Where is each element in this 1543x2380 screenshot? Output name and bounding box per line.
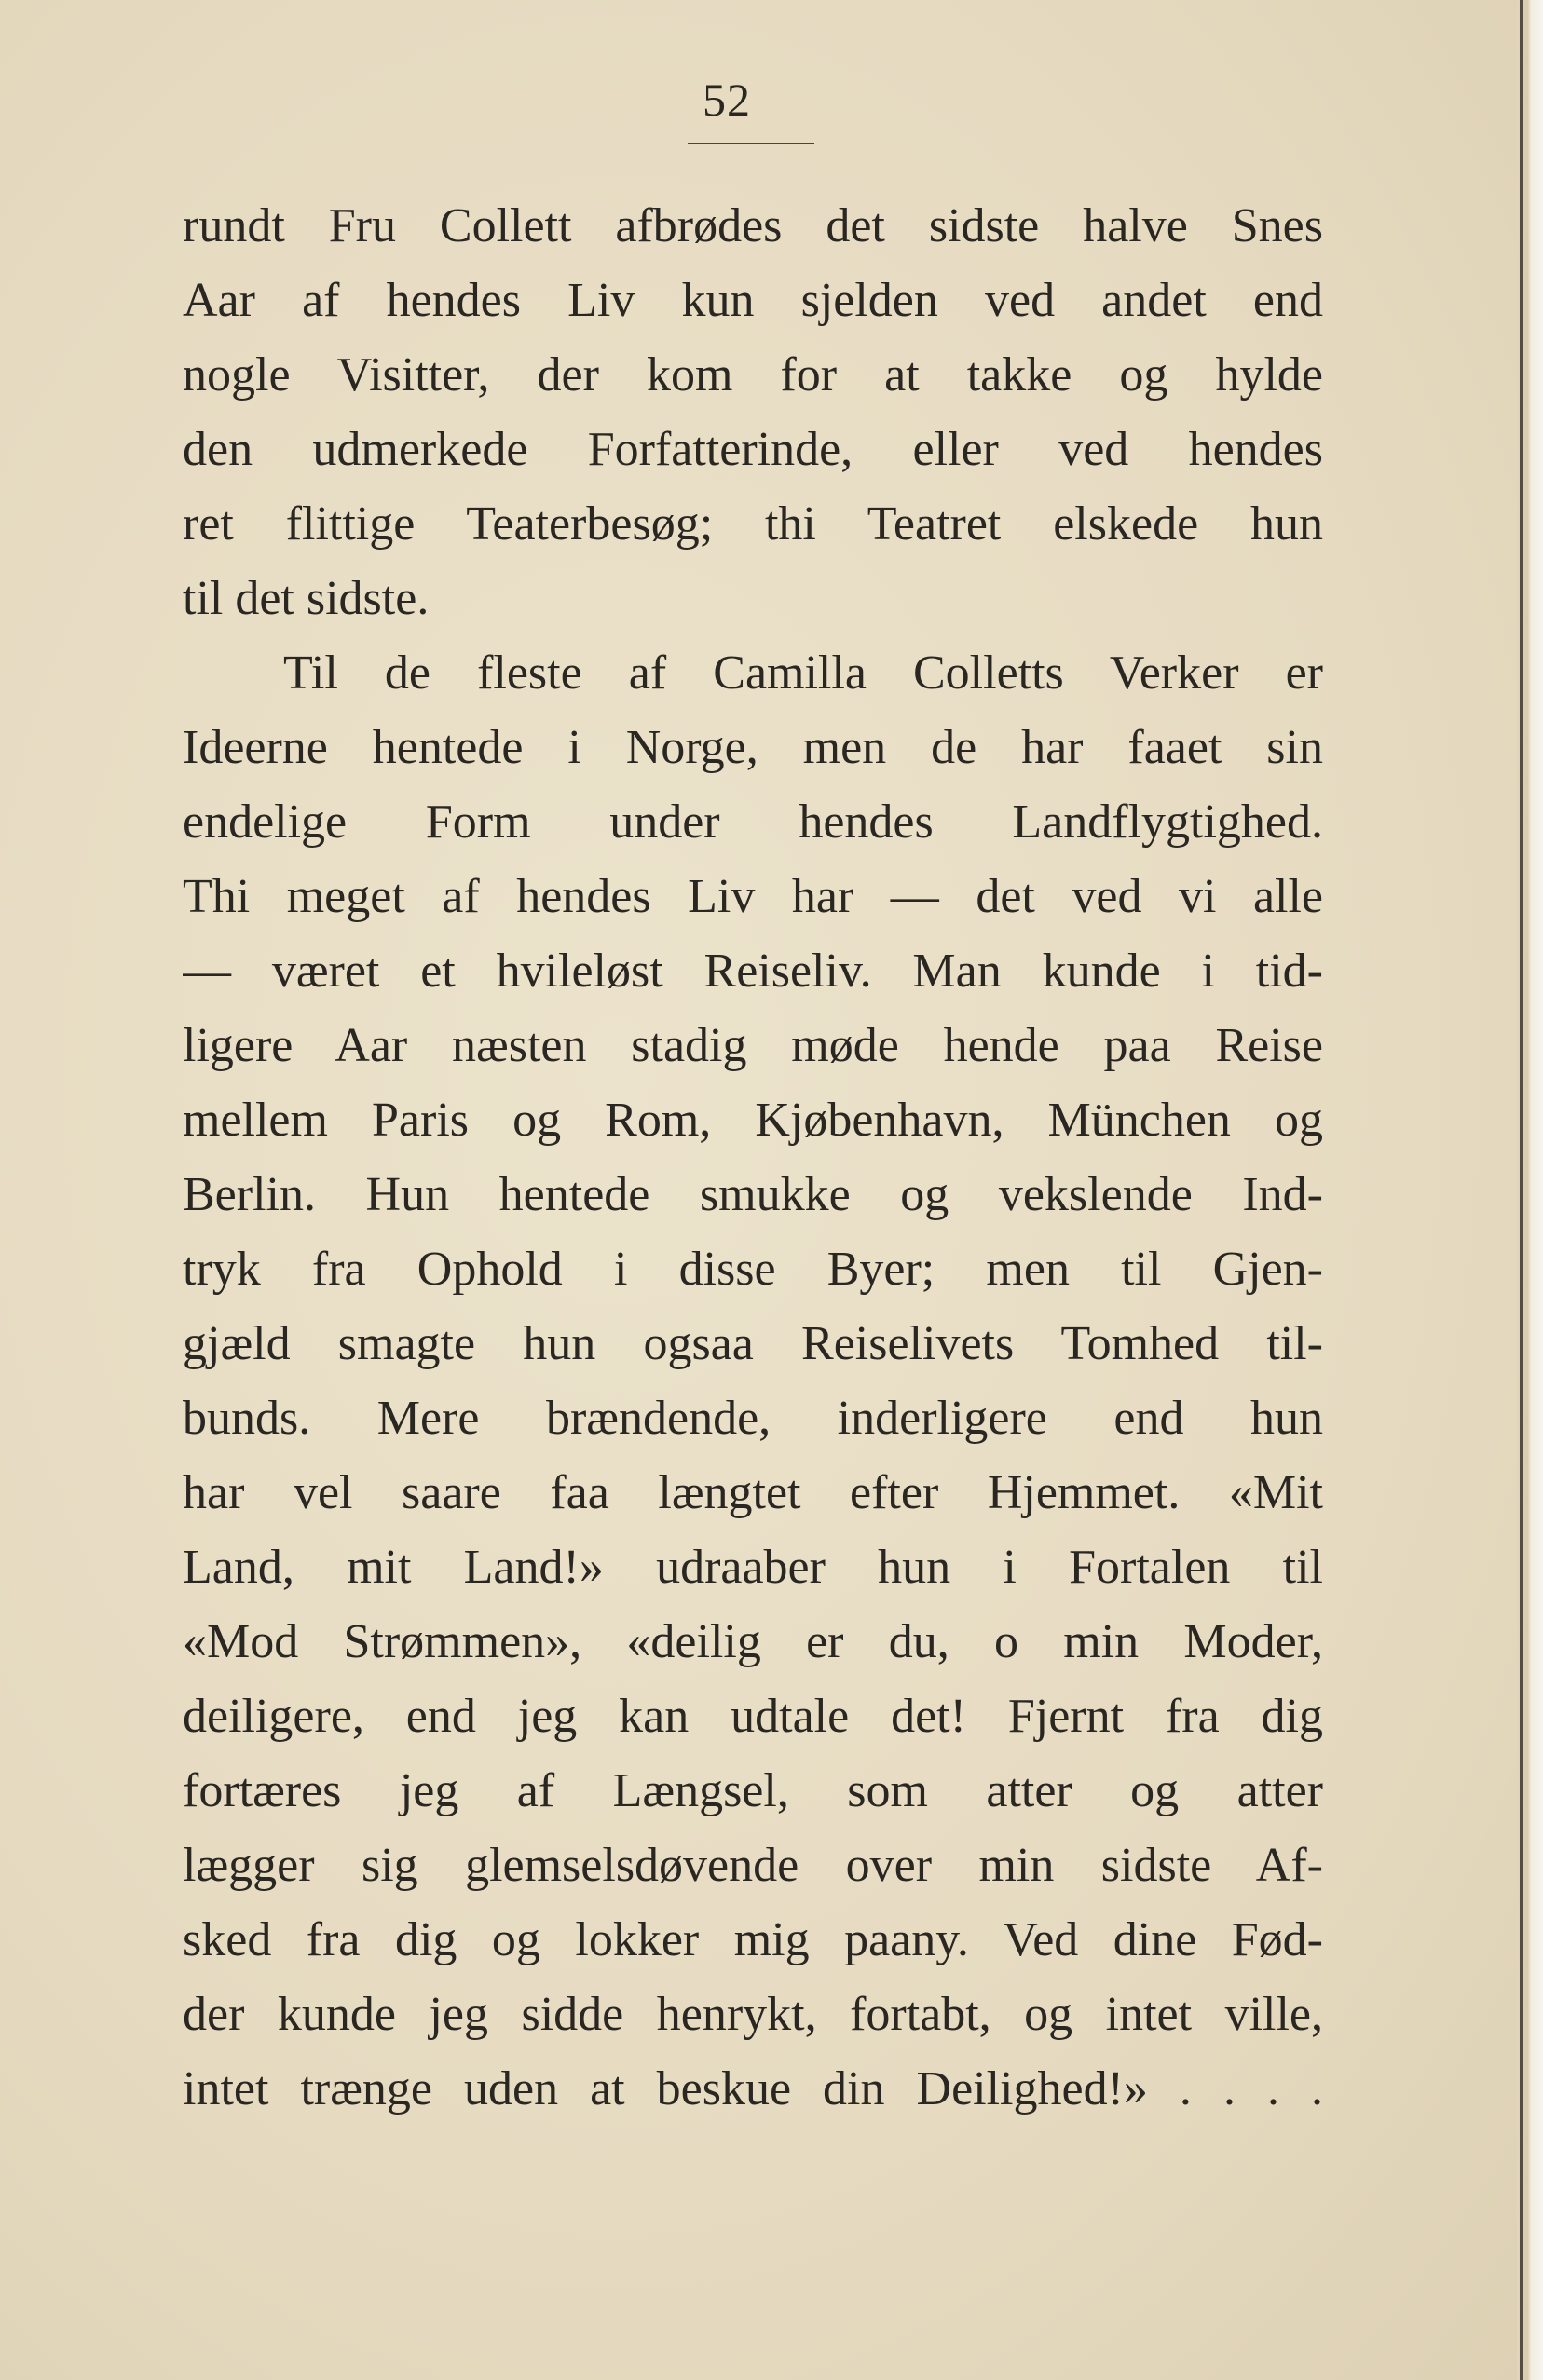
text-line: endelige Form under hendes Landflygtighed. — [183, 796, 1323, 849]
text-line: fortæres jeg af Længsel, som atter og atter — [183, 1764, 1323, 1817]
page-edge-line — [1520, 0, 1523, 2380]
text-line: lægger sig glemselsdøvende over min sidste Af- — [183, 1839, 1323, 1892]
page-number: 52 — [703, 74, 751, 126]
text-line: Ideerne hentede i Norge, men de har faaet sin — [183, 721, 1323, 774]
text-line: Land, mit Land!» udraaber hun i Fortalen til — [183, 1541, 1323, 1594]
text-line: — været et hvileløst Reiseliv. Man kunde i tid- — [183, 945, 1323, 998]
text-line: «Mod Strømmen», «deilig er du, o min Moder, — [183, 1615, 1323, 1668]
text-line: ligere Aar næsten stadig møde hende paa Reise — [183, 1019, 1323, 1072]
text-line: der kunde jeg sidde henrykt, fortabt, og intet ville, — [183, 1988, 1323, 2041]
text-line: nogle Visitter, der kom for at takke og hylde — [183, 348, 1323, 401]
text-line: Thi meget af hendes Liv har — det ved vi alle — [183, 870, 1323, 923]
text-line: rundt Fru Collett afbrødes det sidste halve Snes — [183, 199, 1323, 252]
text-line: gjæld smagte hun ogsaa Reiselivets Tomhed til- — [183, 1317, 1323, 1370]
text-line: intet trænge uden at beskue din Deilighed!» . . . . — [183, 2062, 1323, 2115]
body-text — [183, 189, 1323, 2127]
text-line: sked fra dig og lokker mig paany. Ved dine Fød- — [183, 1913, 1323, 1966]
text-line: Aar af hendes Liv kun sjelden ved andet end — [183, 274, 1323, 327]
text-line: mellem Paris og Rom, Kjøbenhavn, München og — [183, 1094, 1323, 1147]
text-line: ret flittige Teaterbesøg; thi Teatret elskede hun — [183, 497, 1323, 551]
text-line: bunds. Mere brændende, inderligere end hun — [183, 1392, 1323, 1445]
text-line: deiligere, end jeg kan udtale det! Fjernt fra dig — [183, 1690, 1323, 1743]
text-line: tryk fra Ophold i disse Byer; men til Gjen- — [183, 1243, 1323, 1296]
text-line: Berlin. Hun hentede smukke og vekslende Ind- — [183, 1168, 1323, 1221]
text-line: den udmerkede Forfatterinde, eller ved hendes — [183, 423, 1323, 476]
page-number-rule — [688, 143, 814, 144]
text-line: Til de fleste af Camilla Colletts Verker er — [283, 646, 1323, 700]
text-line: til det sidste. — [183, 572, 430, 625]
text-line: har vel saare faa længtet efter Hjemmet. «Mit — [183, 1466, 1323, 1519]
